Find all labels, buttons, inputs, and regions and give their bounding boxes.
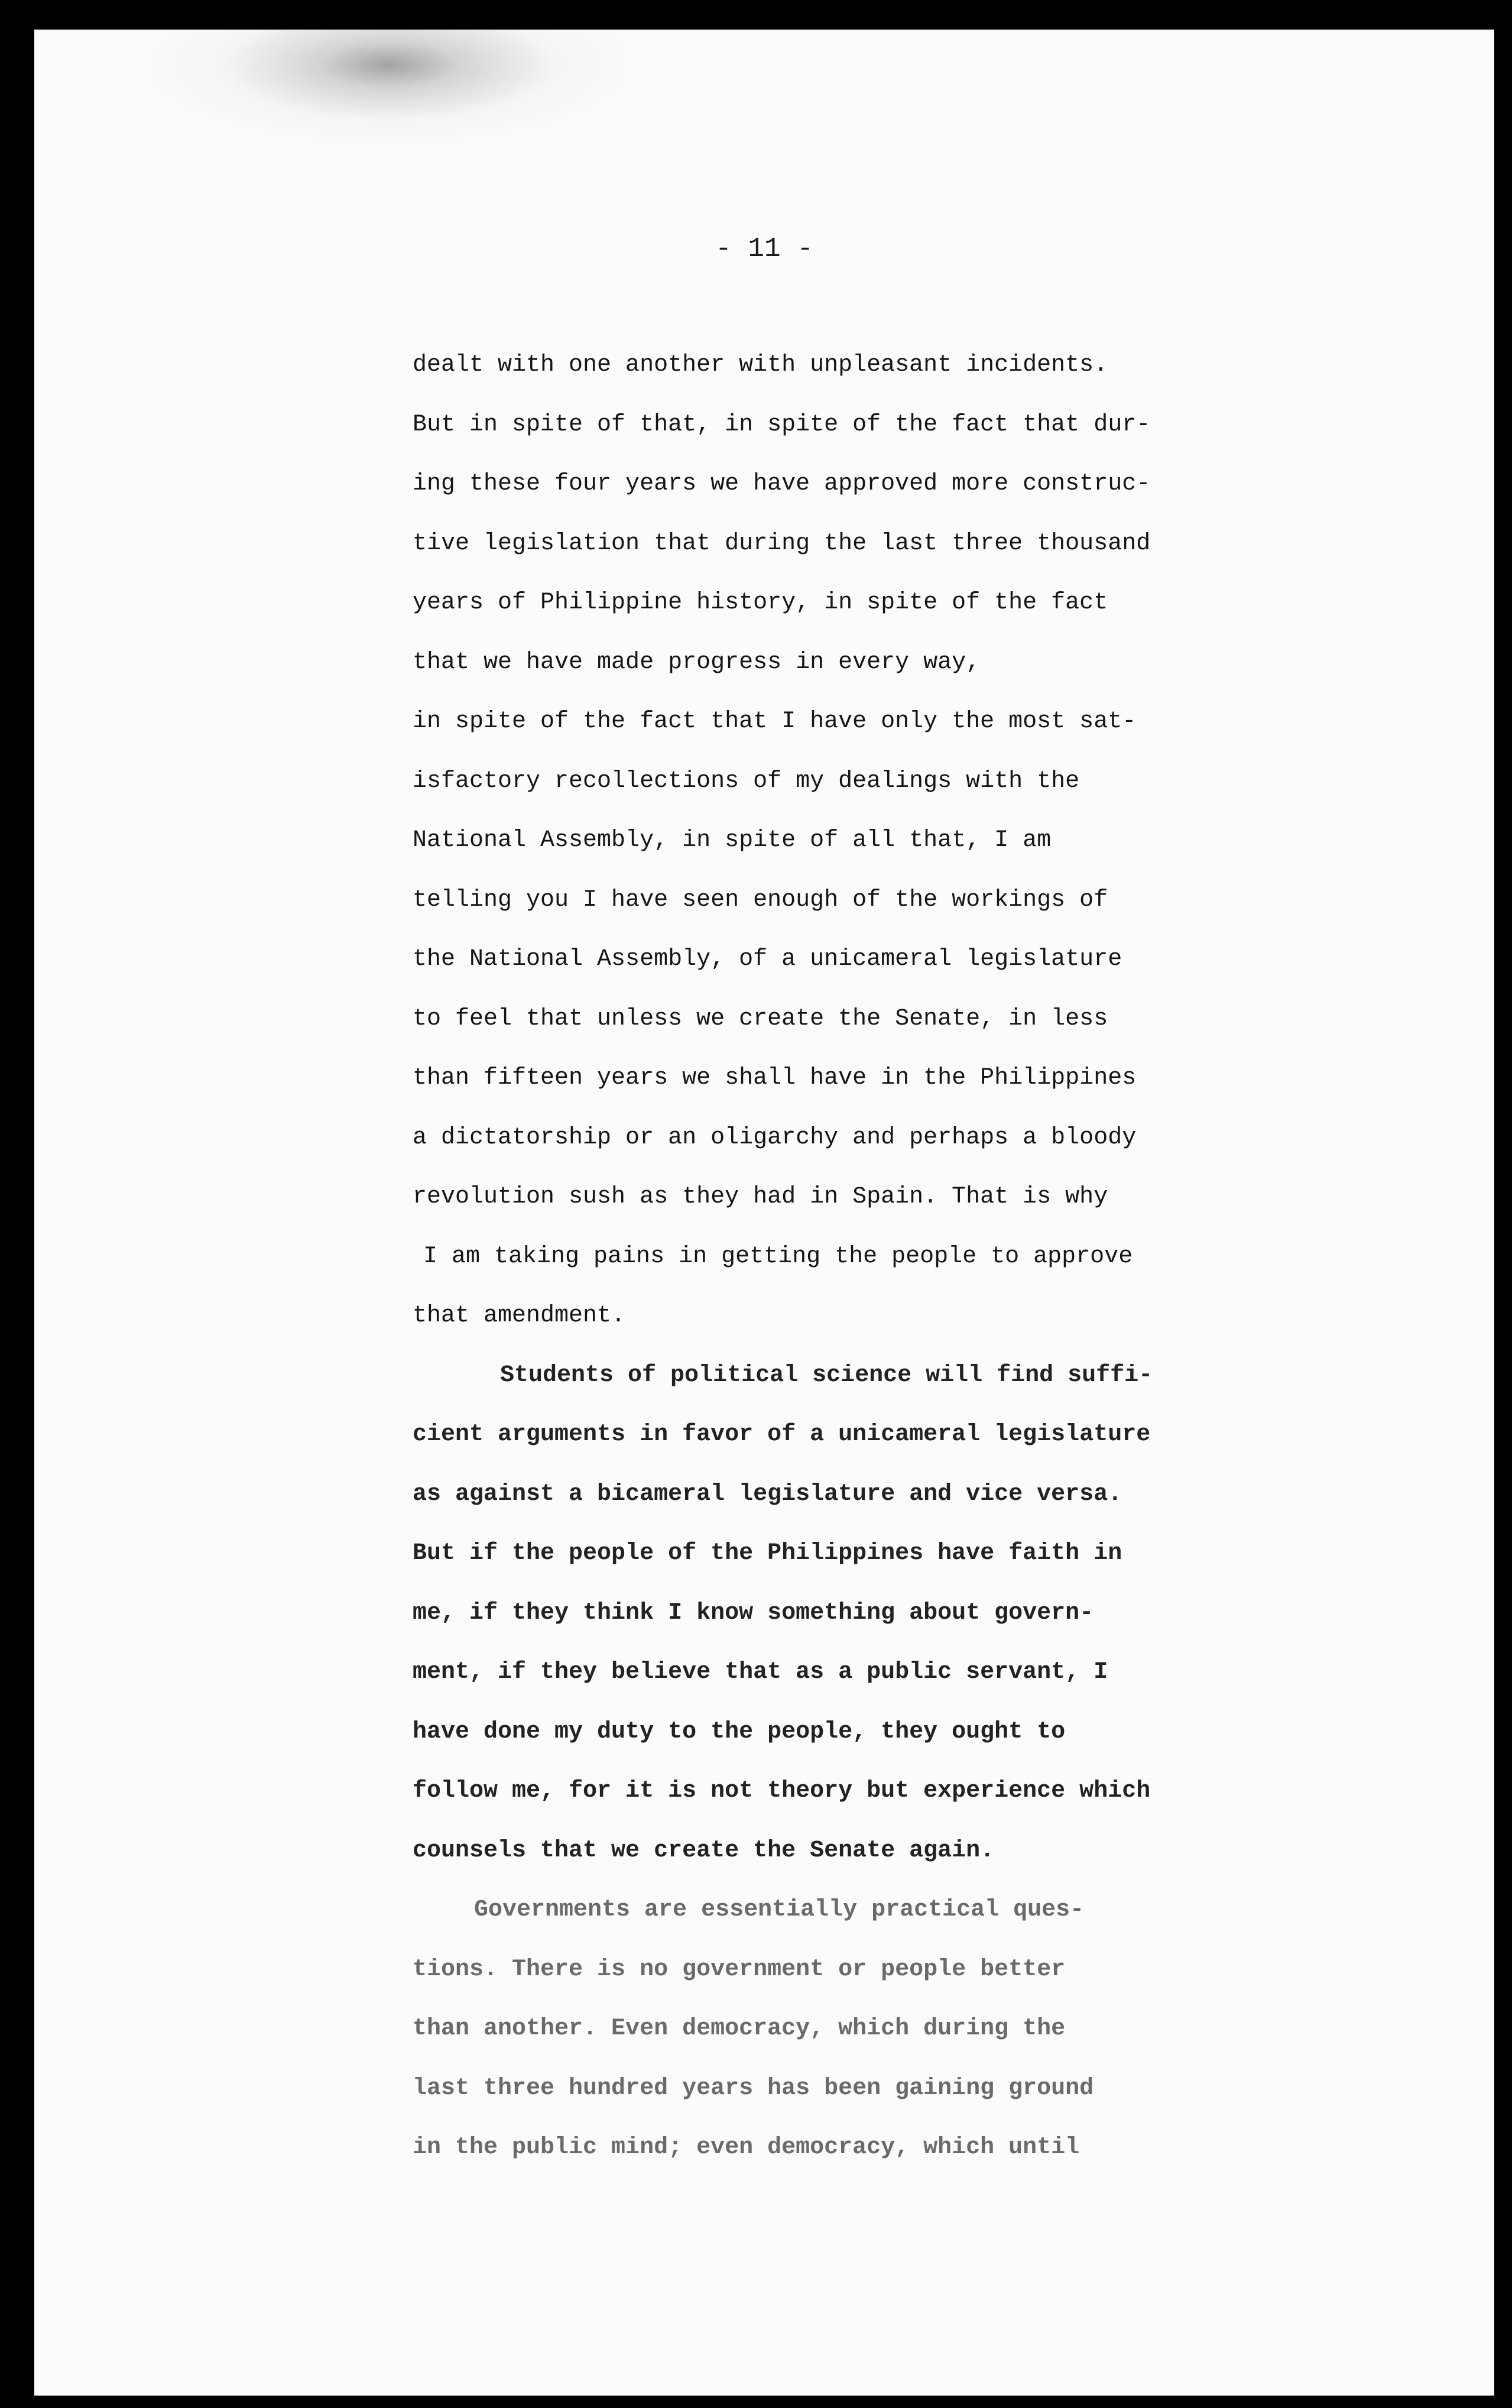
- text-line: telling you I have seen enough of the workings of: [413, 886, 1108, 913]
- text-line: years of Philippine history, in spite of the fact: [413, 589, 1108, 616]
- text-line: isfactory recollections of my dealings with the: [413, 767, 1080, 795]
- text-line: in the public mind; even democracy, which until: [413, 2134, 1080, 2161]
- text-line: than another. Even democracy, which during the: [413, 2015, 1066, 2042]
- text-line: that amendment.: [413, 1302, 626, 1329]
- document-page: [34, 30, 1494, 2396]
- document-body: [413, 336, 1453, 2178]
- text-line: counsels that we create the Senate again.: [413, 1837, 995, 1864]
- text-line: revolution sush as they had in Spain. That is why: [413, 1184, 1108, 1210]
- text-line: that we have made progress in every way,: [413, 649, 981, 676]
- text-line: ing these four years we have approved more construc-: [413, 471, 1151, 497]
- text-line: National Assembly, in spite of all that, I am: [413, 827, 1052, 854]
- text-line: tive legislation that during the last three thousand: [413, 530, 1151, 557]
- text-line: Students of political science will find suffi-: [500, 1362, 1153, 1389]
- text-line: tions. There is no government or people better: [413, 1956, 1066, 1983]
- text-line: dealt with one another with unpleasant incidents.: [413, 352, 1108, 378]
- text-line: than fifteen years we shall have in the Philippines: [413, 1065, 1137, 1091]
- text-line: to feel that unless we create the Senate, in less: [413, 1005, 1108, 1032]
- paragraph-1: [413, 336, 1453, 1346]
- text-line: Governments are essentially practical ques-: [474, 1897, 1085, 1923]
- paragraph-2: [413, 1346, 1453, 1881]
- paragraph-3: [413, 1881, 1453, 2178]
- text-line: in spite of the fact that I have only the most sat-: [413, 708, 1137, 735]
- text-line: But if the people of the Philippines have faith in: [413, 1540, 1122, 1567]
- text-line: ment, if they believe that as a public servant, I: [413, 1659, 1108, 1686]
- text-line: last three hundred years has been gaining ground: [413, 2075, 1094, 2102]
- text-line: But in spite of that, in spite of the fact that dur-: [413, 411, 1151, 438]
- text-line: follow me, for it is not theory but experience which: [413, 1778, 1151, 1804]
- text-line: the National Assembly, of a unicameral legislature: [413, 946, 1122, 973]
- ink-smudge: [34, 30, 625, 183]
- text-line: as against a bicameral legislature and vice versa.: [413, 1480, 1122, 1508]
- text-line: cient arguments in favor of a unicameral legislature: [413, 1421, 1151, 1448]
- page-number: - 11 -: [715, 234, 813, 264]
- text-line: a dictatorship or an oligarchy and perhaps a bloody: [413, 1124, 1137, 1151]
- text-line: me, if they think I know something about govern-: [413, 1599, 1094, 1626]
- text-line: I am taking pains in getting the people to approve: [423, 1243, 1133, 1270]
- text-line: have done my duty to the people, they ought to: [413, 1718, 1066, 1745]
